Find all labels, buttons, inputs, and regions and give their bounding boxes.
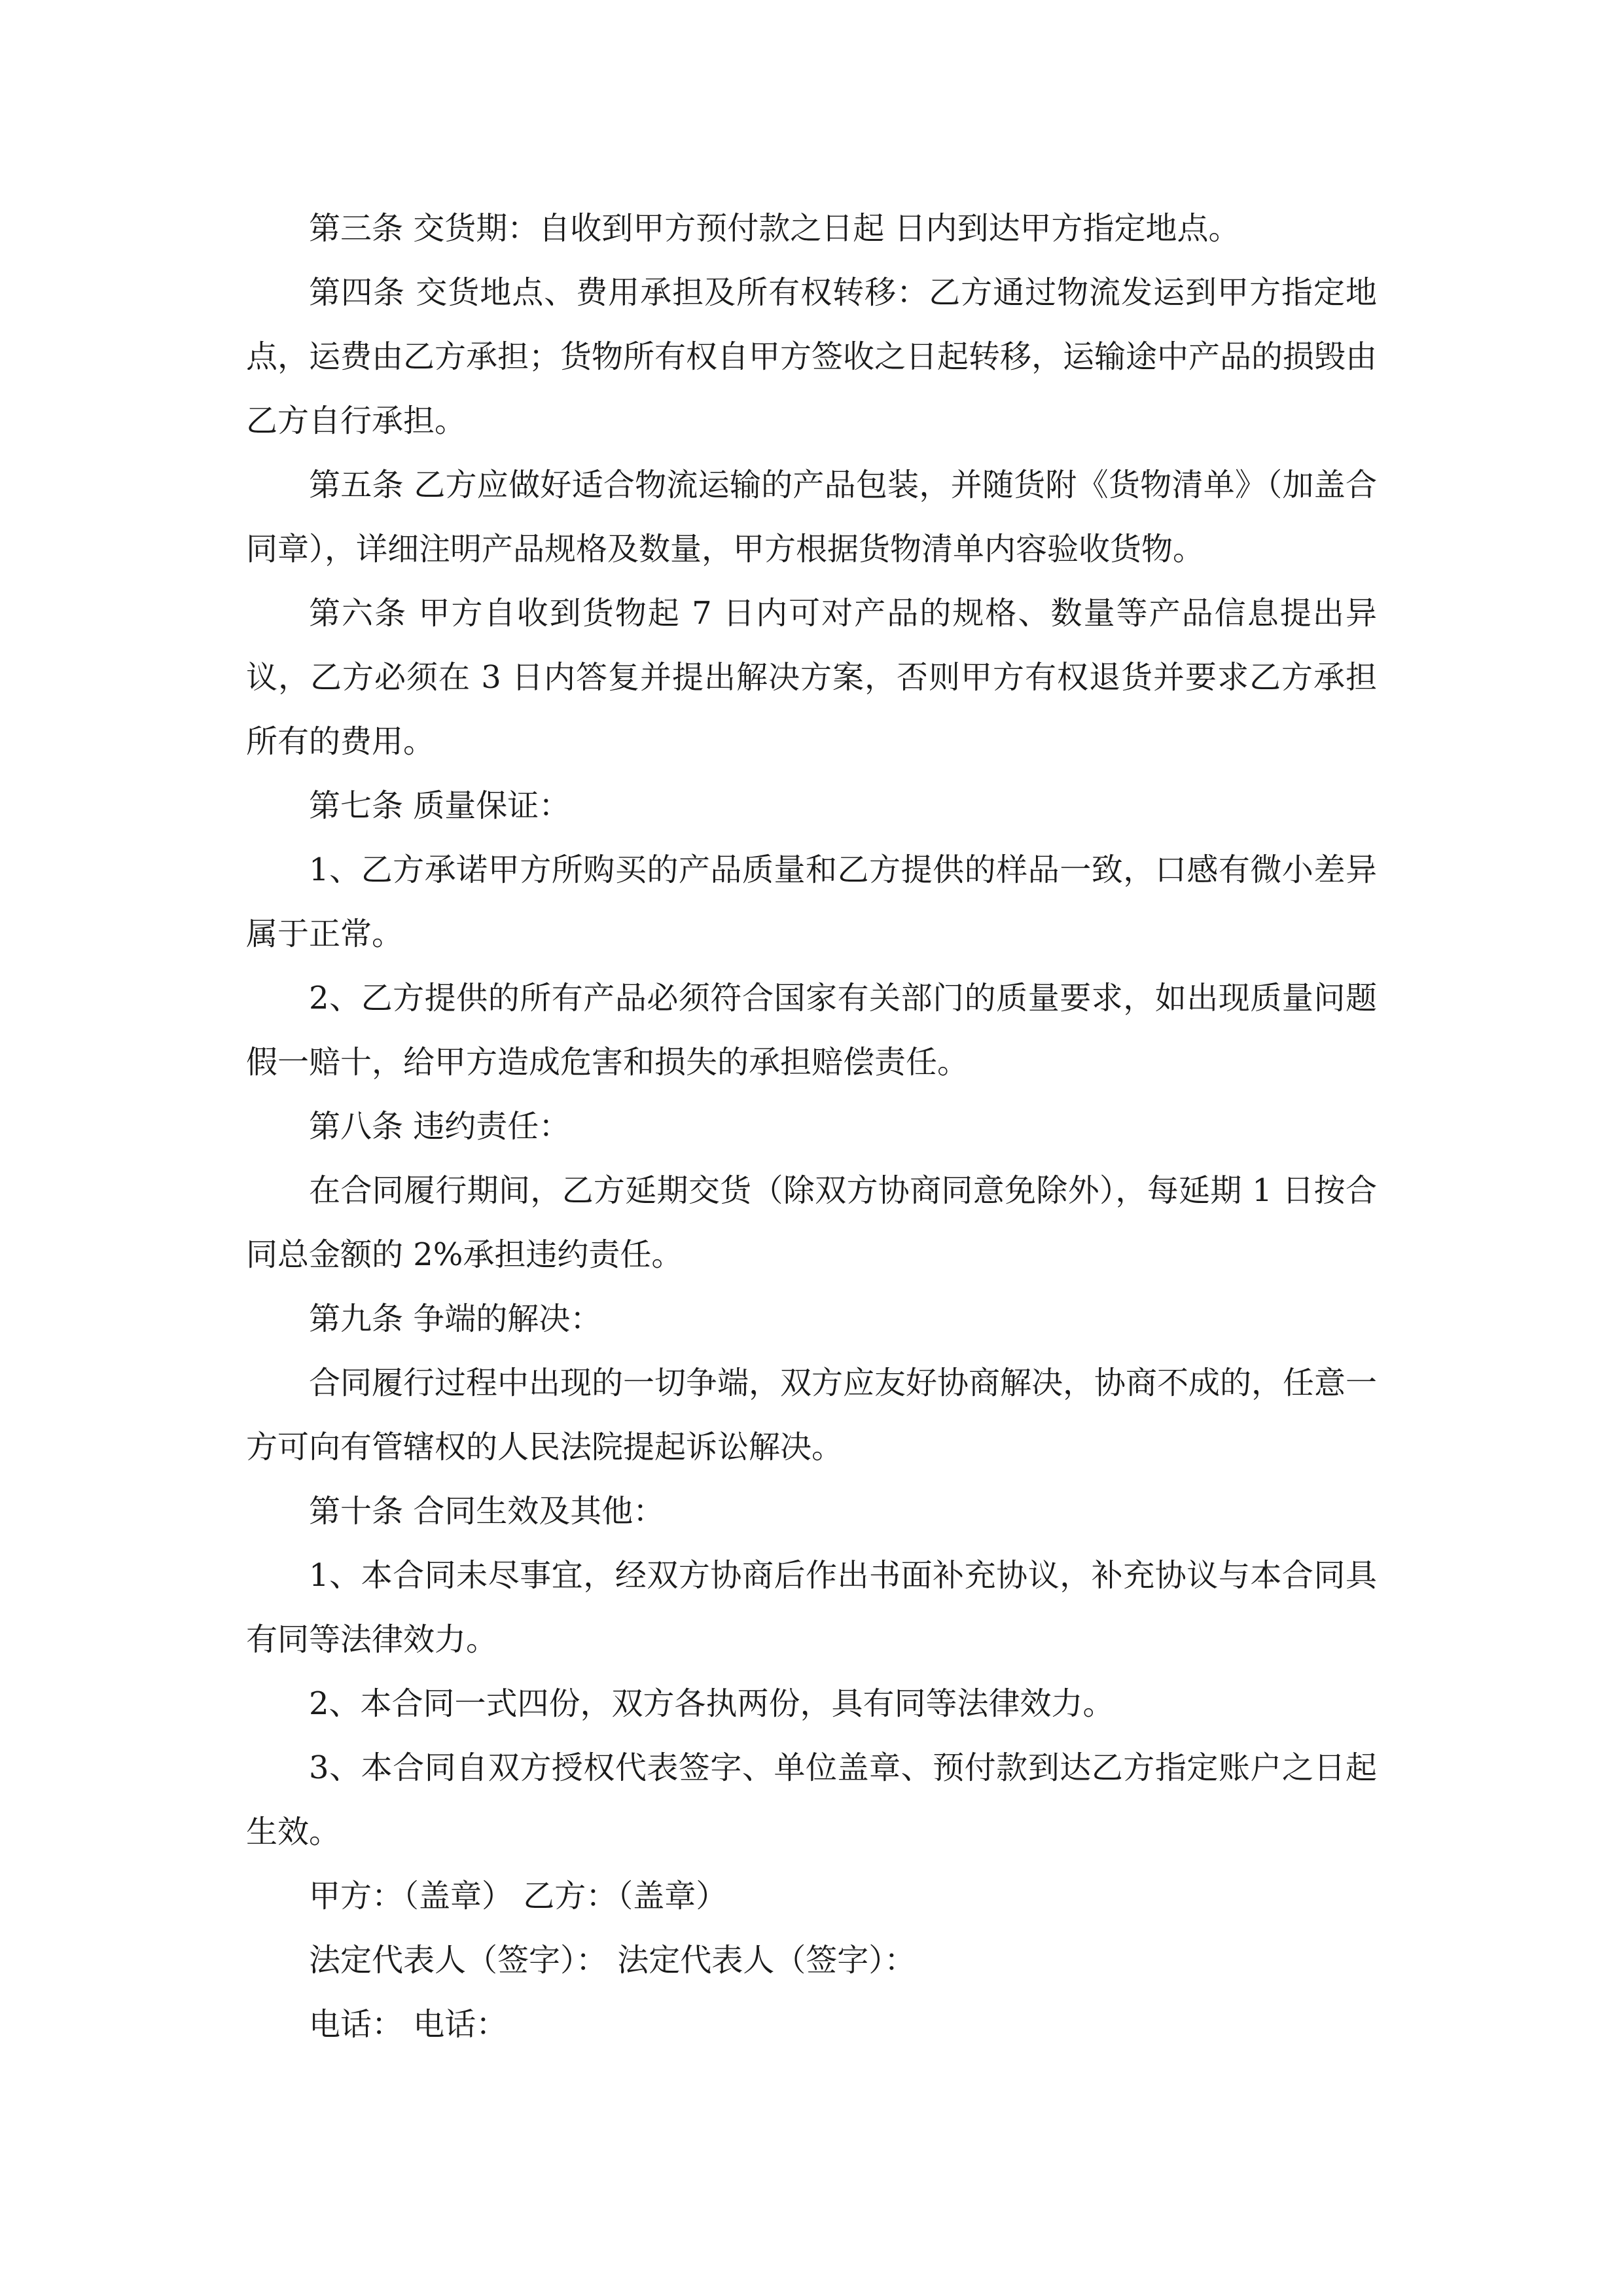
clause-7-heading: 第七条 质量保证：	[309, 787, 571, 824]
clause-10-item-2: 2、本合同一式四份，双方各执两份，具有同等法律效力。	[309, 1685, 1115, 1722]
clause-9-heading: 第九条 争端的解决：	[309, 1300, 602, 1337]
clause-3-delivery-period: 第三条 交货期：自收到甲方预付款之日起 日内到达甲方指定地点。	[309, 210, 1240, 247]
clause-6-objection: 第六条 甲方自收到货物起 7 日内可对产品的规格、数量等产品信息提出异议，乙方必须在 3 日内答复并提出解决方案，否则甲方有权退货并要求乙方承担所有的费用。	[246, 595, 1377, 760]
signature-representative-line: 法定代表人（签字）： 法定代表人（签字）：	[309, 1942, 916, 1979]
clause-9-body: 合同履行过程中出现的一切争端，双方应友好协商解决，协商不成的，任意一方可向有管辖权的人民法院提起诉讼解决。	[246, 1365, 1378, 1465]
clause-7-item-1: 1、乙方承诺甲方所购买的产品质量和乙方提供的样品一致，口感有微小差异属于正常。	[246, 852, 1377, 952]
clause-4-delivery-location: 第四条 交货地点、费用承担及所有权转移：乙方通过物流发运到甲方指定地点，运费由乙方承担；货物所有权自甲方签收之日起转移，运输途中产品的损毁由乙方自行承担。	[246, 274, 1378, 439]
clause-8-heading: 第八条 违约责任：	[309, 1108, 571, 1145]
clause-10-item-3: 3、本合同自双方授权代表签字、单位盖章、预付款到达乙方指定账户之日起生效。	[246, 1749, 1377, 1850]
contract-body	[246, 196, 1377, 2056]
clause-5-packaging: 第五条 乙方应做好适合物流运输的产品包装，并随货附《货物清单》（加盖合同章），详细注明产品规格及数量，甲方根据货物清单内容验收货物。	[246, 467, 1377, 567]
clause-10-item-1: 1、本合同未尽事宜，经双方协商后作出书面补充协议，补充协议与本合同具有同等法律效力。	[246, 1557, 1377, 1658]
clause-7-item-2: 2、乙方提供的所有产品必须符合国家有关部门的质量要求，如出现质量问题假一赔十，给甲方造成危害和损失的承担赔偿责任。	[246, 980, 1377, 1081]
signature-seal-line: 甲方：（盖章） 乙方：（盖章）	[309, 1878, 728, 1914]
clause-10-heading: 第十条 合同生效及其他：	[309, 1493, 665, 1530]
signature-phone-line: 电话： 电话：	[309, 2006, 508, 2043]
clause-8-body: 在合同履行期间，乙方延期交货（除双方协商同意免除外），每延期 1 日按合同总金额的 2%承担违约责任。	[246, 1172, 1377, 1273]
